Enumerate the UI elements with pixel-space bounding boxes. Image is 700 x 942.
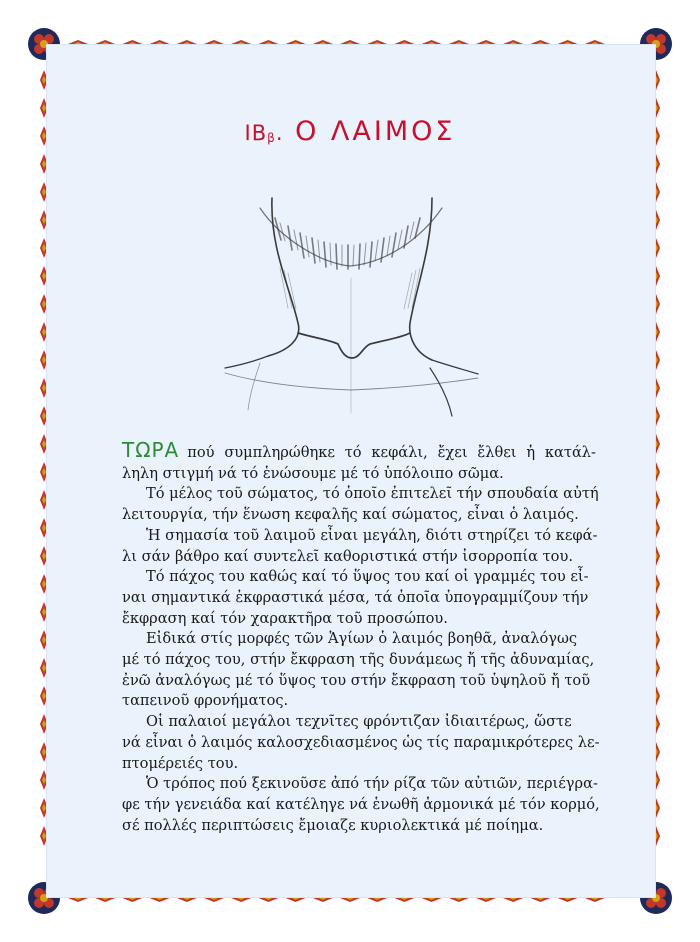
text-line: Τό μέλος τοῦ σώματος, τό ὁποῖο ἐπιτελεῖ τήν σπουδαία αὐτή xyxy=(146,485,599,503)
drop-word: ΤΩΡΑ xyxy=(122,438,180,462)
text-line: λειτουργία, τήν ἕνωση κεφαλῆς καί σώματος, εἶναι ὁ λαιμός. xyxy=(122,506,579,524)
text-line: ληλη στιγμή νά τό ἑνώσουμε μέ τό ὑπόλοιπο σῶμα. xyxy=(122,464,504,482)
text-line: λι σάν βάθρο καί συντελεῖ καθοριστικά στήν ἰσορροπία του. xyxy=(122,547,573,565)
chapter-title xyxy=(0,116,700,147)
text-line: ταπεινοῦ φρονήματος. xyxy=(122,692,289,710)
text-line: ἐνῶ ἀναλόγως μέ τό ὕψος του στήν ἔκφραση τοῦ ὑψηλοῦ ἤ τοῦ xyxy=(122,671,591,689)
text-line: σέ πολλές περιπτώσεις ἔμοιαζε κυριολεκτικά μέ ποίημα. xyxy=(122,816,544,834)
text-line: Οἱ παλαιοί μεγάλοι τεχνῖτες φρόντιζαν ἰδιαιτέρως, ὥστε xyxy=(146,713,572,731)
text-line: φε τήν γενειάδα καί κατέληγε νά ἑνωθῆ ἁρμονικά μέ τόν κορμό, xyxy=(122,795,600,813)
text-line: μέ τό πάχος του, στήν ἔκφραση τῆς δυνάμεως ἤ τῆς ἀδυναμίας, xyxy=(122,651,595,669)
body-text xyxy=(122,438,600,836)
text-line: Ἡ σημασία τοῦ λαιμοῦ εἶναι μεγάλη, διότι στηρίζει τό κεφά- xyxy=(146,526,598,544)
text-line: νά εἶναι ὁ λαιμός καλοσχεδιασμένος ὡς τίς παραμικρότερες λε- xyxy=(122,733,600,751)
text-line: πτομέρειές του. xyxy=(122,754,239,772)
text-line: ναι σημαντικά ἐκφραστικά μέσα, τά ὁποῖα ὑπογραμμίζουν τήν xyxy=(122,588,589,606)
chapter-number-superscript: β xyxy=(267,131,276,145)
chapter-title-text: Ο ΛΑΙΜΟΣ xyxy=(295,116,456,147)
text-line: Τό πάχος του καθώς καί τό ὕψος του καί οἱ γραμμές του εἶ- xyxy=(146,568,589,586)
text-line: ἔκφραση καί τόν χαρακτῆρα τοῦ προσώπου. xyxy=(122,609,448,627)
chapter-number: ΙΒβ. xyxy=(244,121,284,145)
text-line: ΤΩΡΑ πού συμπληρώθηκε τό κεφάλι, ἔχει ἔλθει ἡ κατάλ- xyxy=(122,438,596,462)
neck-sketch-illustration xyxy=(220,178,482,420)
text-line: Εἰδικά στίς μορφές τῶν Ἁγίων ὁ λαιμός βοηθᾶ, ἀναλόγως xyxy=(146,630,578,648)
text-line: Ὁ τρόπος πού ξεκινοῦσε ἀπό τήν ρίζα τῶν αὐτιῶν, περιέγρα- xyxy=(146,775,598,793)
